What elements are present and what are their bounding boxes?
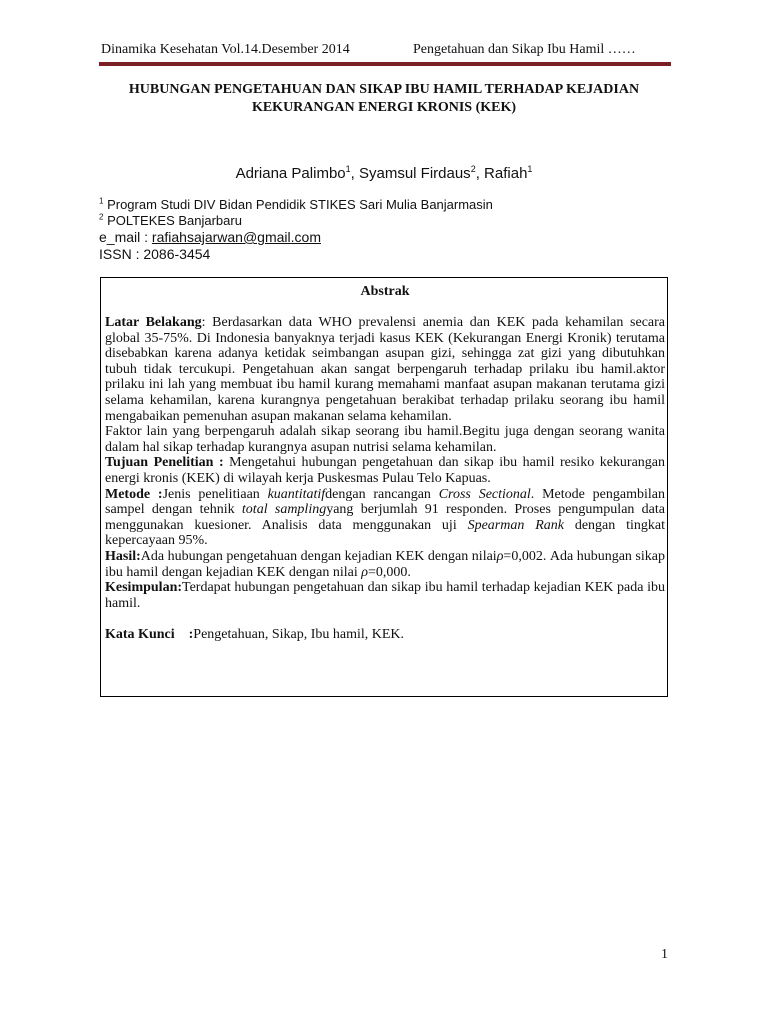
email-link[interactable]: rafiahsajarwan@gmail.com	[151, 229, 321, 245]
email-label: e_mail :	[99, 229, 152, 245]
method-term: Cross Sectional	[438, 486, 531, 502]
rho-symbol: ρ	[361, 564, 368, 580]
keywords-label: Kata Kunci	[105, 626, 175, 642]
header-rule	[99, 62, 671, 66]
results-text: =0,000.	[367, 564, 411, 580]
author-list	[101, 164, 667, 184]
background-label: Latar Belakang	[105, 315, 202, 330]
journal-name: Dinamika Kesehatan Vol.14.Desember 2014	[101, 42, 350, 57]
affiliation-1	[99, 197, 493, 213]
method-text: dengan tingkat kepercayaan 95%.	[105, 517, 666, 549]
keywords-text: Pengetahuan, Sikap, Ibu hamil, KEK.	[193, 626, 405, 642]
author-separator: ,	[475, 165, 485, 182]
results-text: =0,002. Ada hubungan sikap ibu hamil dengan kejadian KEK dengan nilai	[105, 548, 665, 580]
method-text: dengan rancangan	[325, 486, 439, 502]
affiliation-marker: 1	[99, 196, 104, 206]
keywords-separator: :	[174, 626, 194, 642]
author-separator: ,	[350, 165, 359, 182]
affiliation-2	[99, 213, 242, 229]
objective-text: Mengetahui hubungan pengetahuan dan sikap ibu hamil resiko kekurangan energi kronis (KEK) di wilayah kerja Puskesmas Pulau Telo Kapuas.	[105, 455, 665, 486]
method-label: Metode :	[105, 486, 163, 502]
abstract-box	[100, 277, 668, 697]
conclusion-text: Terdapat hubungan pengetahuan dan sikap ibu hamil terhadap kejadian KEK pada ibu hamil.	[105, 580, 665, 611]
author-affiliation-marker: 2	[470, 164, 476, 174]
abstract-method	[105, 487, 665, 549]
paper-title-line-2: KEKURANGAN ENERGI KRONIS (KEK)	[251, 100, 517, 115]
paper-title-line-1: HUBUNGAN PENGETAHUAN DAN SIKAP IBU HAMIL TERHADAP KEJADIAN	[128, 82, 640, 97]
background-text: : Berdasarkan data WHO prevalensi anemia dan KEK pada kehamilan secara global 35-75%. Di Indonesia banyaknya terjadi kasus KEK (Kekurangan Energi Kronik) terutama disebabkan karena adanya ketidak seimbangan asupan gizi, sehingga zat gizi yang dibutuhkan tubuh tidak tercukupi. Pengetahuan akan sangat berpengaruh terhadap prilaku ibu hamil.aktor prilaku ini lah yang membuat ibu hamil kurang memahami manfaat asupan makanan terutama gizi selama kehamilan, karena kurangnya pengetahuan berakibat terhadap prilaku seorang ibu hamil mengabaikan pemenuhan asupan makanan selama kehamilan.	[105, 315, 665, 424]
method-term: total sampling	[241, 502, 327, 518]
author-affiliation-marker: 1	[345, 164, 351, 174]
affiliation-text: Program Studi DIV Bidan Pendidik STIKES Sari Mulia Banjarmasin	[103, 197, 493, 212]
abstract-objective	[105, 455, 665, 486]
abstract-conclusion	[105, 580, 665, 611]
abstract-results	[105, 549, 665, 580]
method-text: Jenis penelitiaan	[162, 486, 268, 502]
email-line	[99, 228, 321, 246]
abstract-body	[105, 315, 665, 642]
paper-title	[101, 81, 667, 117]
abstract-keywords	[105, 627, 665, 643]
method-term: Spearman Rank	[467, 517, 564, 533]
results-text: Ada hubungan pengetahuan dengan kejadian KEK dengan nilai	[140, 548, 497, 564]
author-name: Adriana Palimbo	[235, 165, 346, 182]
abstract-heading: Abstrak	[360, 284, 410, 299]
objective-label: Tujuan Penelitian :	[105, 455, 224, 471]
rho-symbol: ρ	[496, 548, 504, 564]
author-name: Syamsul Firdaus	[358, 165, 471, 182]
method-term: kuantitatif	[267, 486, 326, 502]
results-label: Hasil:	[105, 548, 141, 564]
page-number: 1	[661, 947, 668, 962]
affiliation-text: POLTEKES Banjarbaru	[103, 213, 242, 228]
author-name: Rafiah	[484, 165, 528, 182]
spacer	[105, 611, 665, 627]
abstract-other-factor: Faktor lain yang berpengaruh adalah sikap seorang ibu hamil.Begitu juga dengan seorang wanita dalam hal sikap terhadap kurangnya asupan nutrisi selama kehamilan.	[105, 424, 665, 455]
running-title: Pengetahuan dan Sikap Ibu Hamil ……	[413, 42, 636, 57]
affiliation-marker: 2	[99, 212, 104, 222]
method-text: yang berjumlah 91 responden. Proses pengumpulan data menggunakan kuesioner. Analisis data menggunakan uji	[105, 502, 665, 533]
conclusion-label: Kesimpulan:	[105, 580, 183, 596]
issn-line: ISSN : 2086-3454	[99, 246, 211, 262]
abstract-background	[105, 315, 665, 424]
method-text: . Metode pengambilan sampel dengan tehnik	[105, 486, 665, 518]
author-affiliation-marker: 1	[527, 164, 533, 174]
